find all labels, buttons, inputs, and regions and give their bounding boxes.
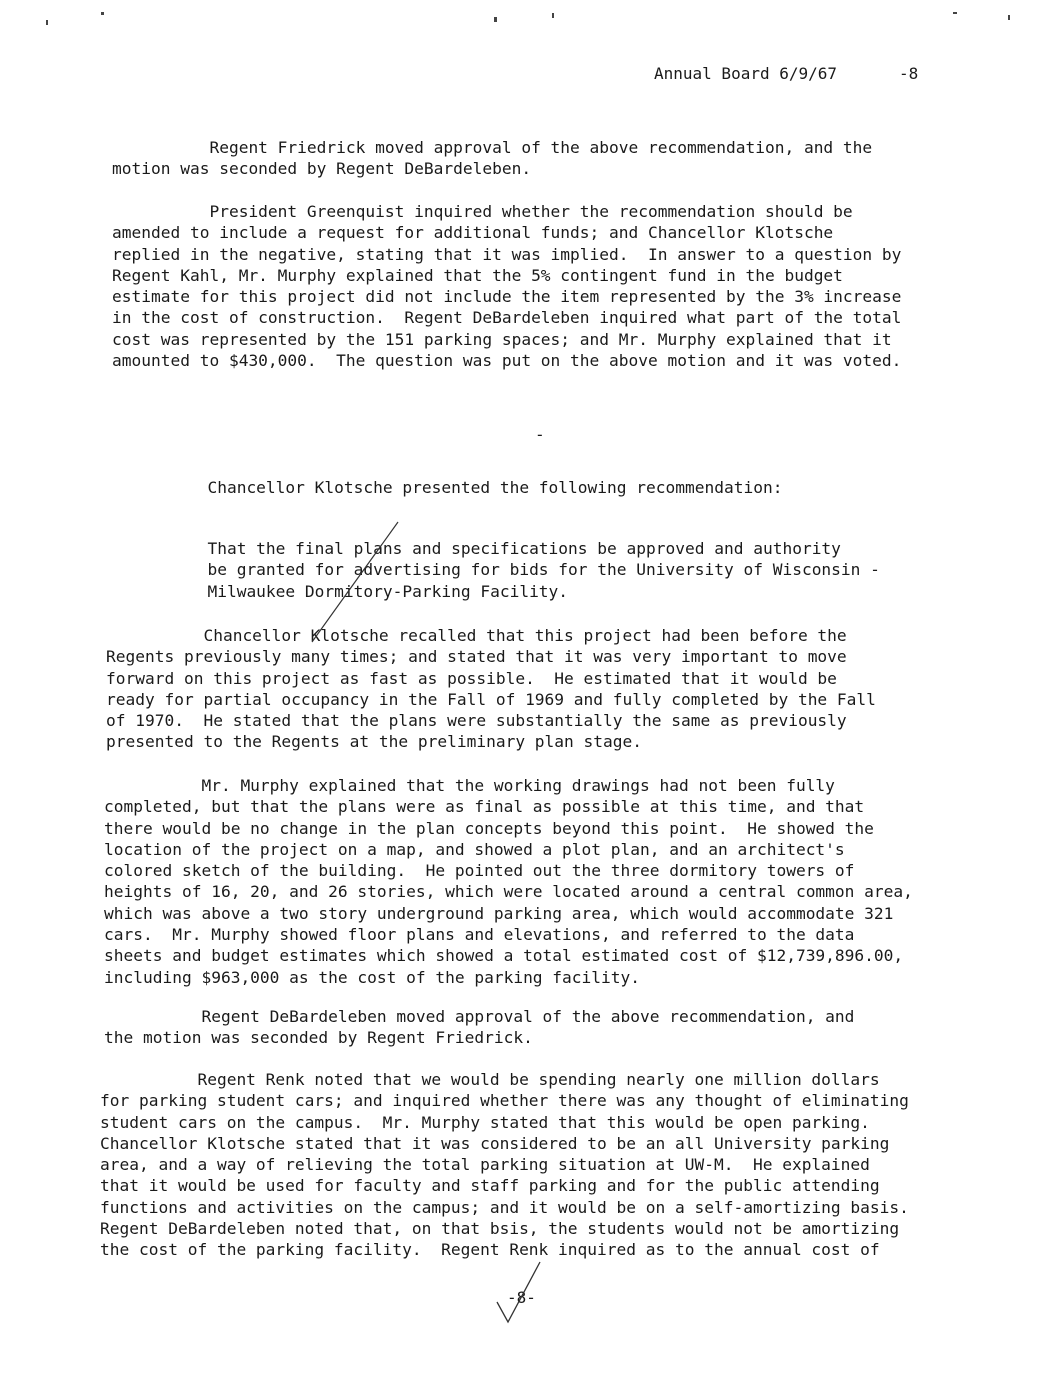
text-line: Chancellor Klotsche presented the following recommendation: bbox=[110, 478, 783, 497]
text-line: ready for partial occupancy in the Fall of 1969 and fully completed by the Fall bbox=[106, 689, 876, 709]
text-line: replied in the negative, stating that it was implied. In answer to a question by bbox=[112, 244, 902, 264]
text-line: the motion was seconded by Regent Friedrick. bbox=[104, 1028, 533, 1048]
text-line: Regent Kahl, Mr. Murphy explained that the 5% contingent fund in the budget bbox=[112, 265, 843, 285]
footer-page-number: -8- bbox=[507, 1288, 536, 1307]
checkmark-icon bbox=[497, 1262, 540, 1322]
text-line: cost was represented by the 151 parking spaces; and Mr. Murphy explained that it bbox=[112, 329, 892, 349]
text-line: amended to include a request for additional funds; and Chancellor Klotsche bbox=[112, 223, 834, 243]
text-line: Chancellor Klotsche recalled that this project had been before the bbox=[106, 626, 847, 645]
header-page-number: -8 bbox=[899, 64, 919, 83]
text-line: Regent Renk noted that we would be spending nearly one million dollars bbox=[100, 1070, 880, 1089]
header-title: Annual Board 6/9/67 bbox=[654, 64, 838, 83]
text-line: location of the project on a map, and showed a plot plan, and an architect's bbox=[104, 839, 845, 859]
text-line: cars. Mr. Murphy showed floor plans and elevations, and referred to the data bbox=[104, 925, 855, 945]
text-line: estimate for this project did not include the item represented by the 3% increase bbox=[112, 287, 902, 307]
text-line: for parking student cars; and inquired whether there was any thought of eliminating bbox=[100, 1091, 909, 1111]
text-line: the cost of the parking facility. Regent Renk inquired as to the annual cost of bbox=[100, 1240, 880, 1260]
text-line: sheets and budget estimates which showed a total estimated cost of $12,739,896.00, bbox=[104, 946, 904, 966]
text-line: Regent Friedrick moved approval of the above recommendation, and the bbox=[112, 138, 873, 157]
text-line: that it would be used for faculty and staff parking and for the public attending bbox=[100, 1176, 880, 1196]
text-line: colored sketch of the building. He pointed out the three dormitory towers of bbox=[104, 861, 855, 881]
text-line: Chancellor Klotsche stated that it was considered to be an all University parking bbox=[100, 1133, 890, 1153]
text-line: functions and activities on the campus; and it would be on a self-amortizing basis. bbox=[100, 1197, 909, 1217]
text-line: including $963,000 as the cost of the parking facility. bbox=[104, 967, 641, 987]
text-line: Milwaukee Dormitory-Parking Facility. bbox=[110, 581, 569, 601]
text-line: motion was seconded by Regent DeBardeleben. bbox=[112, 159, 532, 179]
text-line: presented to the Regents at the preliminary plan stage. bbox=[106, 732, 643, 752]
text-line: of 1970. He stated that the plans were substantially the same as previously bbox=[106, 711, 847, 731]
text-line: amounted to $430,000. The question was put on the above motion and it was voted. bbox=[112, 351, 902, 371]
text-line: student cars on the campus. Mr. Murphy stated that this would be open parking. bbox=[100, 1112, 870, 1132]
text-line: forward on this project as fast as possible. He estimated that it would be bbox=[106, 668, 837, 688]
text-line: there would be no change in the plan concepts beyond this point. He showed the bbox=[104, 818, 874, 838]
text-line: which was above a two story underground parking area, which would accommodate 321 bbox=[104, 903, 894, 923]
section-separator: - bbox=[535, 425, 545, 444]
text-line: in the cost of construction. Regent DeBardeleben inquired what part of the total bbox=[112, 308, 902, 328]
text-line: That the final plans and specifications be approved and authority bbox=[110, 539, 841, 558]
text-line: completed, but that the plans were as final as possible at this time, and that bbox=[104, 797, 865, 817]
text-line: area, and a way of relieving the total parking situation at UW-M. He explained bbox=[100, 1155, 870, 1175]
text-line: Regent DeBardeleben noted that, on that bsis, the students would not be amortizing bbox=[100, 1219, 900, 1239]
text-line: President Greenquist inquired whether the recommendation should be bbox=[112, 202, 853, 221]
text-line: Mr. Murphy explained that the working drawings had not been fully bbox=[104, 776, 835, 795]
text-line: Regents previously many times; and stated that it was very important to move bbox=[106, 647, 847, 667]
pen-stroke-mark bbox=[312, 522, 398, 642]
text-line: Regent DeBardeleben moved approval of the above recommendation, and bbox=[104, 1007, 855, 1026]
scan-specks bbox=[46, 12, 1010, 25]
text-line: be granted for advertising for bids for the University of Wisconsin - bbox=[110, 560, 880, 580]
text-line: heights of 16, 20, and 26 stories, which were located around a central common area, bbox=[104, 882, 913, 902]
